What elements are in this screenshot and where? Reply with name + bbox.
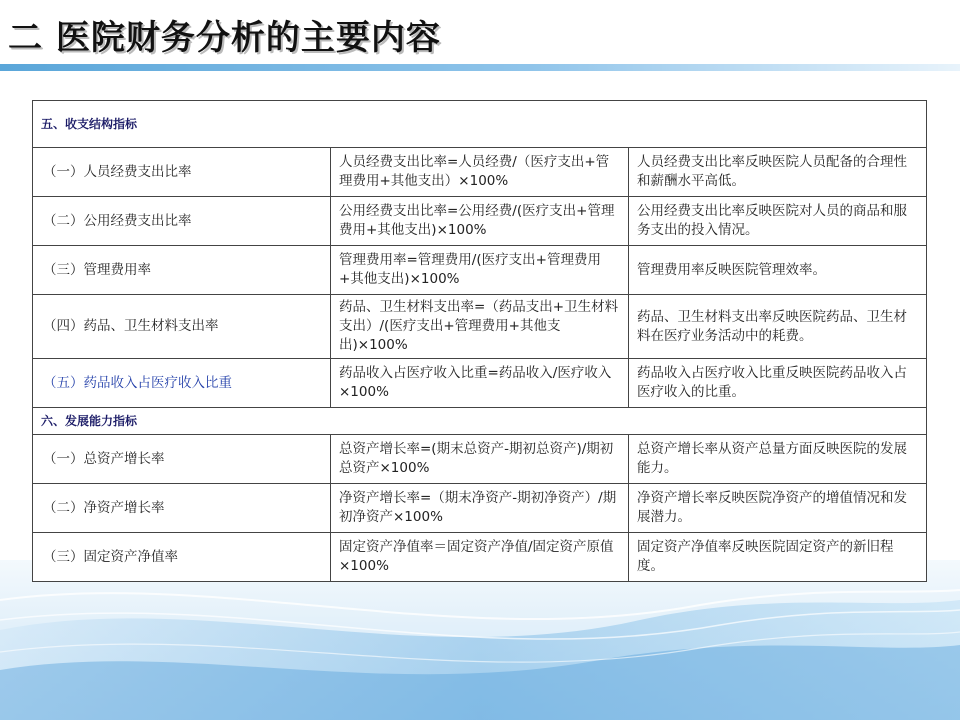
indicator-name: （四）药品、卫生材料支出率 bbox=[33, 295, 331, 359]
table-row bbox=[33, 295, 927, 359]
indicator-table-container bbox=[32, 100, 927, 582]
slide-title: 二 医院财务分析的主要内容 bbox=[8, 18, 441, 58]
indicator-formula: 药品收入占医疗收入比重=药品收入/医疗收入×100% bbox=[331, 359, 629, 408]
table-row bbox=[33, 148, 927, 197]
table-row bbox=[33, 533, 927, 582]
indicator-description: 管理费用率反映医院管理效率。 bbox=[629, 246, 927, 295]
indicator-formula: 药品、卫生材料支出率=（药品支出+卫生材料支出）/(医疗支出+管理费用+其他支出)×100% bbox=[331, 295, 629, 359]
table-row bbox=[33, 359, 927, 408]
table-row bbox=[33, 435, 927, 484]
section-header-row bbox=[33, 408, 927, 435]
indicator-name: （二）公用经费支出比率 bbox=[33, 197, 331, 246]
title-underline bbox=[0, 64, 960, 71]
background-wave-decoration bbox=[0, 560, 960, 720]
indicator-name: （三）固定资产净值率 bbox=[33, 533, 331, 582]
table-row bbox=[33, 197, 927, 246]
indicator-name-link[interactable]: （五）药品收入占医疗收入比重 bbox=[33, 359, 331, 408]
indicator-description: 药品、卫生材料支出率反映医院药品、卫生材料在医疗业务活动中的耗费。 bbox=[629, 295, 927, 359]
table-row bbox=[33, 246, 927, 295]
indicator-formula: 总资产增长率=(期末总资产-期初总资产)/期初总资产×100% bbox=[331, 435, 629, 484]
indicator-description: 净资产增长率反映医院净资产的增值情况和发展潜力。 bbox=[629, 484, 927, 533]
financial-indicator-table bbox=[32, 100, 927, 582]
indicator-formula: 净资产增长率=（期末净资产-期初净资产）/期初净资产×100% bbox=[331, 484, 629, 533]
indicator-name: （一）总资产增长率 bbox=[33, 435, 331, 484]
indicator-name: （三）管理费用率 bbox=[33, 246, 331, 295]
indicator-description: 总资产增长率从资产总量方面反映医院的发展能力。 bbox=[629, 435, 927, 484]
indicator-name: （一）人员经费支出比率 bbox=[33, 148, 331, 197]
table-row bbox=[33, 484, 927, 533]
section-heading: 五、收支结构指标 bbox=[33, 101, 927, 148]
indicator-formula: 管理费用率=管理费用/(医疗支出+管理费用+其他支出)×100% bbox=[331, 246, 629, 295]
indicator-description: 固定资产净值率反映医院固定资产的新旧程度。 bbox=[629, 533, 927, 582]
indicator-description: 药品收入占医疗收入比重反映医院药品收入占医疗收入的比重。 bbox=[629, 359, 927, 408]
indicator-formula: 公用经费支出比率=公用经费/(医疗支出+管理费用+其他支出)×100% bbox=[331, 197, 629, 246]
indicator-formula: 固定资产净值率＝固定资产净值/固定资产原值×100% bbox=[331, 533, 629, 582]
indicator-name: （二）净资产增长率 bbox=[33, 484, 331, 533]
indicator-description: 公用经费支出比率反映医院对人员的商品和服务支出的投入情况。 bbox=[629, 197, 927, 246]
section-heading: 六、发展能力指标 bbox=[33, 408, 927, 435]
section-header-row bbox=[33, 101, 927, 148]
indicator-description: 人员经费支出比率反映医院人员配备的合理性和薪酬水平高低。 bbox=[629, 148, 927, 197]
indicator-formula: 人员经费支出比率=人员经费/（医疗支出+管理费用+其他支出）×100% bbox=[331, 148, 629, 197]
